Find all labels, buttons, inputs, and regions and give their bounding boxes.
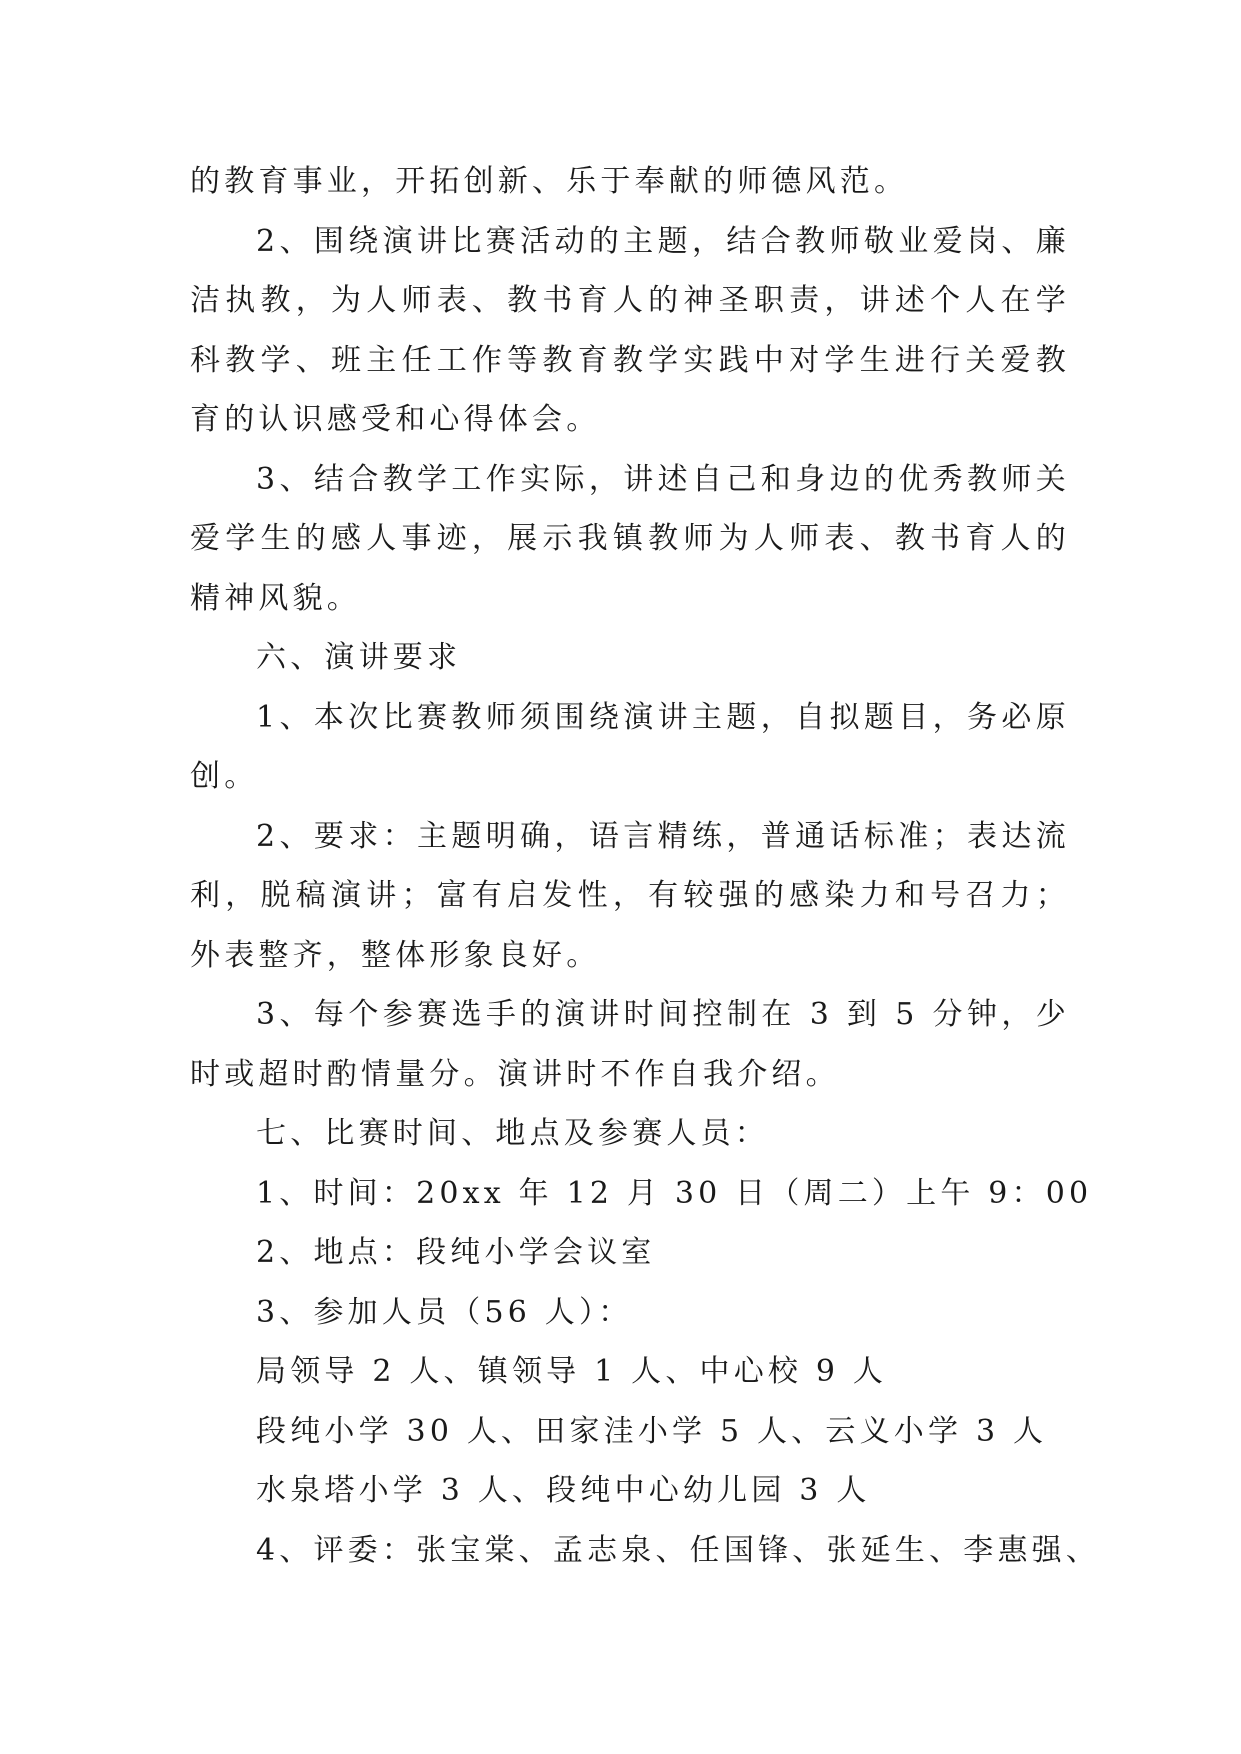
paragraph-requirement-3: 3、每个参赛选手的演讲时间控制在 3 到 5 分钟，少时或超时酌情量分。演讲时不作自我介绍。 [190, 997, 1070, 1092]
paragraph-requirement-1: 1、本次比赛教师须围绕演讲主题，自拟题目，务必原创。 [190, 699, 1070, 794]
section-heading-speech-requirements: 六、演讲要求 [256, 640, 462, 675]
document-body [190, 152, 1101, 1580]
list-item-participants-group-2: 段纯小学 30 人、田家洼小学 5 人、云义小学 3 人 [256, 1413, 1048, 1449]
section-heading-time-place-participants: 七、比赛时间、地点及参赛人员： [256, 1116, 769, 1151]
list-item-time: 1、时间：20xx 年 12 月 30 日（周二）上午 9：00 [256, 1175, 1093, 1211]
list-item-participants-group-3: 水泉塔小学 3 人、段纯中心幼儿园 3 人 [256, 1473, 871, 1508]
list-item-participants: 3、参加人员（56 人）： [256, 1294, 633, 1330]
paragraph-item-3-deeds: 3、结合教学工作实际，讲述自己和身边的优秀教师关爱学生的感人事迹，展示我镇教师为人师表、教书育人的精神风貌。 [190, 461, 1070, 616]
list-item-participants-group-1: 局领导 2 人、镇领导 1 人、中心校 9 人 [256, 1354, 888, 1389]
list-item-judges: 4、评委：张宝棠、孟志泉、任国锋、张延生、李惠强、 [256, 1532, 1101, 1568]
list-item-place: 2、地点：段纯小学会议室 [256, 1235, 656, 1270]
paragraph-continuation: 的教育事业，开拓创新、乐于奉献的师德风范。 [190, 164, 909, 199]
paragraph-item-2-theme: 2、围绕演讲比赛活动的主题，结合教师敬业爱岗、廉洁执教，为人师表、教书育人的神圣职责，讲述个人在学科教学、班主任工作等教育教学实践中对学生进行关爱教育的认识感受和心得体会。 [190, 223, 1070, 437]
paragraph-requirement-2: 2、要求：主题明确，语言精练，普通话标准；表达流利，脱稿演讲；富有启发性，有较强的感染力和号召力；外表整齐，整体形象良好。 [190, 818, 1070, 973]
